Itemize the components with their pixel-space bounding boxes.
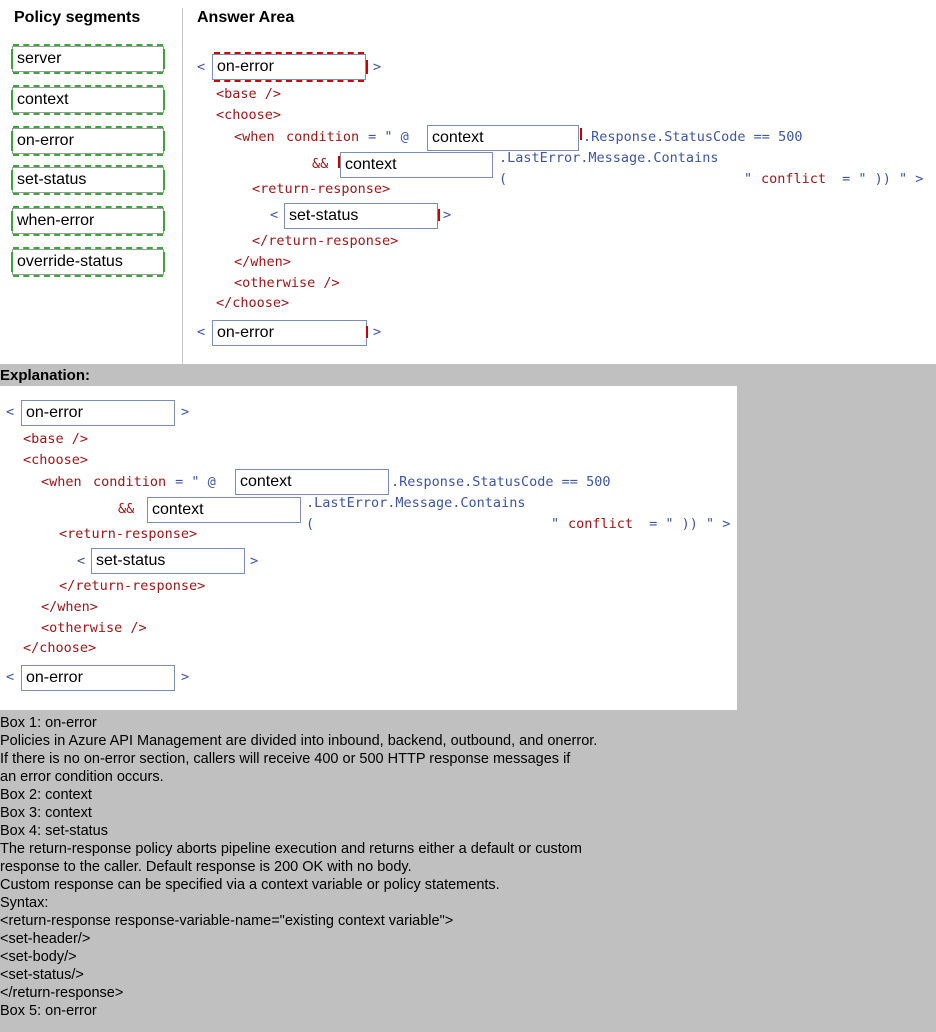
response-status-code: .Response.StatusCode == 500 [391,474,611,490]
slot-bottom-dash [214,80,364,82]
explanation-line: Box 3: context [0,805,92,821]
return-response-open: <return-response> [252,181,391,197]
eq-close: = " )) " > [641,516,731,532]
policy-segments-title: Policy segments [14,9,141,26]
segment-override-status[interactable] [12,249,164,275]
last-error-message: .LastError.Message.Contains [499,150,719,166]
lt-bracket: < [270,207,279,223]
segment-when-error[interactable] [12,208,164,234]
quote-open: " [744,171,753,187]
base-tag: <base /> [216,86,282,102]
segment-set-status[interactable] [12,167,164,193]
open-paren: ( [499,171,508,187]
explanation-box-3: context [147,497,301,523]
lt-bracket: < [77,553,86,569]
conflict-text: conflict [761,171,827,187]
lt-bracket: < [197,59,206,75]
quote-open: " [551,516,560,532]
answer-box-5[interactable]: on-error [212,320,367,346]
explanation-line: an error condition occurs. [0,769,164,785]
explanation-line: The return-response policy aborts pipeline execution and returns either a default or custom [0,841,582,857]
choose-open-tag: <choose> [216,107,282,123]
explanation-line: If there is no on-error section, callers will receive 400 or 500 HTTP response messages if [0,751,571,767]
answer-box-4[interactable]: set-status [284,203,438,229]
when-close-tag: </when> [234,254,291,270]
gt-bracket: > [250,553,259,569]
slot-edge [580,128,582,140]
segment-label: set-status [17,171,87,188]
explanation-answer-panel [0,386,737,710]
answer-box-1[interactable]: on-error [212,54,366,80]
explanation-line: Box 4: set-status [0,823,108,839]
segment-context[interactable] [12,87,164,113]
slot-edge [366,60,368,74]
answer-box-2[interactable]: context [427,125,579,151]
explanation-line: <return-response response-variable-name="existing context variable"> [0,913,454,929]
slot-edge [438,209,440,221]
eq-quote-at: = " @ [360,129,409,145]
explanation-line: response to the caller. Default response is 200 OK with no body. [0,859,412,875]
gt-bracket: > [443,207,452,223]
explanation-line: Policies in Azure API Management are divided into inbound, backend, outbound, and onerror. [0,733,598,749]
explanation-line: Box 1: on-error [0,715,97,731]
otherwise-tag: <otherwise /> [41,620,147,636]
question-panel [0,0,936,364]
explanation-line: <set-body/> [0,949,77,965]
lt-bracket: < [6,404,15,420]
eq-close: = " )) " > [834,171,924,187]
segment-label: context [17,91,69,108]
segment-on-error[interactable] [12,128,164,154]
lt-bracket: < [197,324,206,340]
slot-top-dash [214,52,364,54]
choose-close-tag: </choose> [23,640,97,656]
open-paren: ( [306,516,315,532]
return-response-open: <return-response> [59,526,198,542]
when-open-tag: <when [41,474,82,490]
return-response-close: </return-response> [252,233,399,249]
answer-area-title: Answer Area [197,9,295,26]
choose-open-tag: <choose> [23,452,89,468]
and-operator: && [312,156,329,172]
condition-attr: condition [286,129,360,145]
response-status-code: .Response.StatusCode == 500 [583,129,803,145]
gt-bracket: > [373,59,382,75]
answer-box-3[interactable]: context [340,152,493,178]
condition-attr: condition [93,474,167,490]
when-open-tag: <when [234,129,275,145]
slot-edge [366,326,368,338]
explanation-line: <set-status/> [0,967,84,983]
gt-bracket: > [181,404,190,420]
segment-server[interactable] [12,46,164,72]
eq-quote-at: = " @ [167,474,216,490]
segment-label: on-error [17,132,74,149]
return-response-close: </return-response> [59,578,206,594]
explanation-line: Custom response can be specified via a context variable or policy statements. [0,877,500,893]
explanation-line: Box 5: on-error [0,1003,97,1019]
conflict-text: conflict [568,516,634,532]
segment-label: when-error [17,212,95,229]
gt-bracket: > [373,324,382,340]
panel-divider [182,8,183,364]
base-tag: <base /> [23,431,89,447]
segment-label: server [17,50,62,67]
explanation-box-2: context [235,469,389,495]
explanation-line: Box 2: context [0,787,92,803]
when-close-tag: </when> [41,599,98,615]
explanation-box-1: on-error [21,400,175,426]
explanation-line: Syntax: [0,895,49,911]
explanation-line: <set-header/> [0,931,91,947]
lt-bracket: < [6,669,15,685]
and-operator: && [118,501,135,517]
explanation-box-4: set-status [91,548,245,574]
explanation-line: </return-response> [0,985,124,1001]
gt-bracket: > [181,669,190,685]
choose-close-tag: </choose> [216,295,290,311]
segment-label: override-status [17,253,123,270]
otherwise-tag: <otherwise /> [234,275,340,291]
explanation-box-5: on-error [21,665,175,691]
last-error-message: .LastError.Message.Contains [306,495,526,511]
explanation-title: Explanation: [0,367,91,384]
